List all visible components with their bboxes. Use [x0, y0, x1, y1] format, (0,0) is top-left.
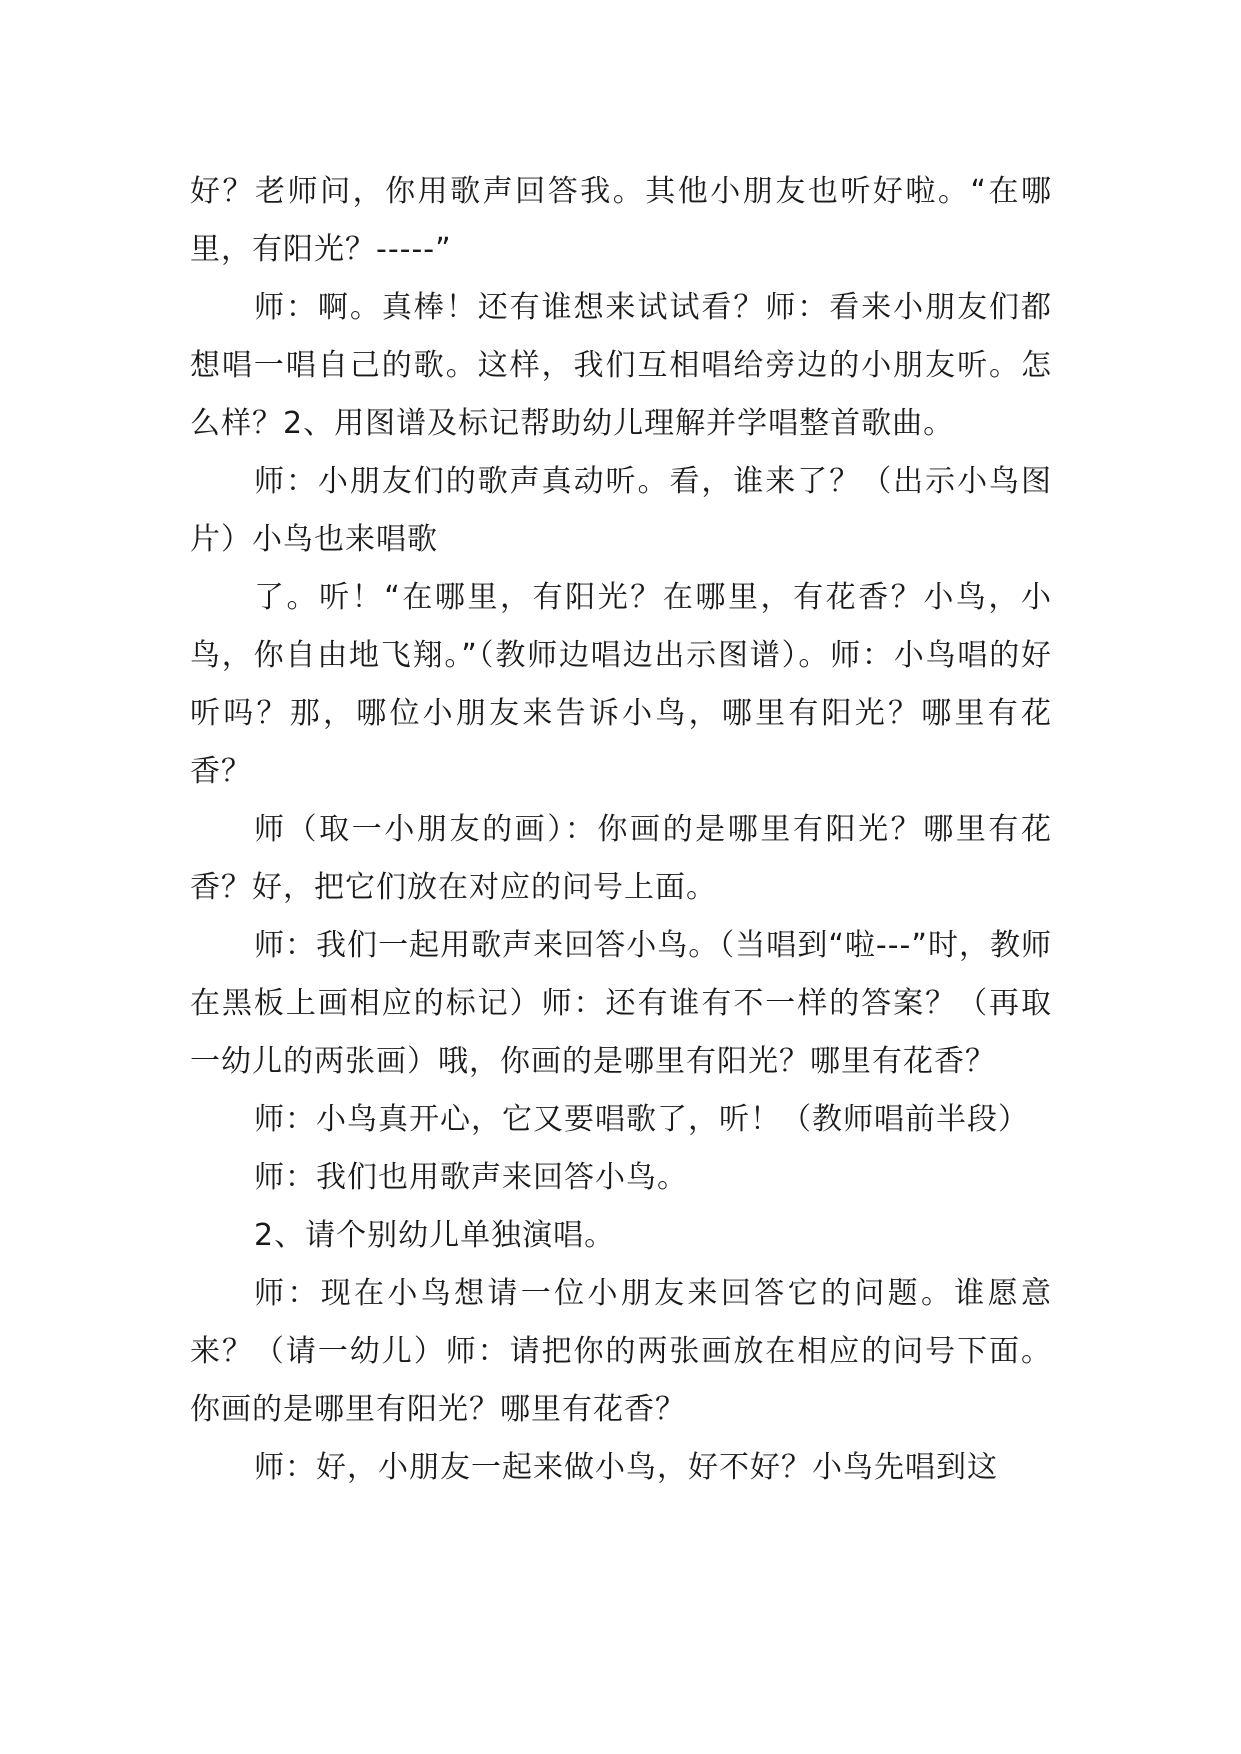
paragraph-4: 了。听！“在哪里，有阳光？在哪里，有花香？小鸟，小鸟，你自由地飞翔。”（教师边唱边出示图谱）。师：小鸟唱的好听吗？那，哪位小朋友来告诉小鸟，哪里有阳光？哪里有花香？: [190, 580, 1052, 789]
paragraph-3: 师：小朋友们的歌声真动听。看，谁来了？（出示小鸟图片）小鸟也来唱歌: [190, 464, 1052, 557]
paragraph-2: 师：啊。真棒！还有谁想来试试看？师：看来小朋友们都想唱一唱自己的歌。这样，我们互相唱给旁边的小朋友听。怎么样？2、用图谱及标记帮助幼儿理解并学唱整首歌曲。: [190, 290, 1052, 441]
paragraph-8: 师：我们也用歌声来回答小鸟。: [254, 1160, 688, 1195]
paragraph-9: 2、请个别幼儿单独演唱。: [254, 1218, 616, 1253]
paragraph-11: 师：好，小朋友一起来做小鸟，好不好？小鸟先唱到这: [254, 1450, 998, 1485]
document-body: [190, 163, 1052, 1497]
paragraph-1: 好？老师问，你用歌声回答我。其他小朋友也听好啦。“在哪里，有阳光？-----”: [190, 174, 1052, 267]
paragraph-10: 师：现在小鸟想请一位小朋友来回答它的问题。谁愿意来？（请一幼儿）师：请把你的两张画放在相应的问号下面。你画的是哪里有阳光？哪里有花香？: [190, 1276, 1052, 1427]
paragraph-6: 师：我们一起用歌声来回答小鸟。（当唱到“啦---”时，教师在黑板上画相应的标记）师：还有谁有不一样的答案？（再取一幼儿的两张画）哦，你画的是哪里有阳光？哪里有花香？: [190, 928, 1052, 1079]
paragraph-5: 师（取一小朋友的画）：你画的是哪里有阳光？哪里有花香？好，把它们放在对应的问号上面。: [190, 812, 1052, 905]
paragraph-7: 师：小鸟真开心，它又要唱歌了，听！（教师唱前半段）: [254, 1102, 1029, 1137]
